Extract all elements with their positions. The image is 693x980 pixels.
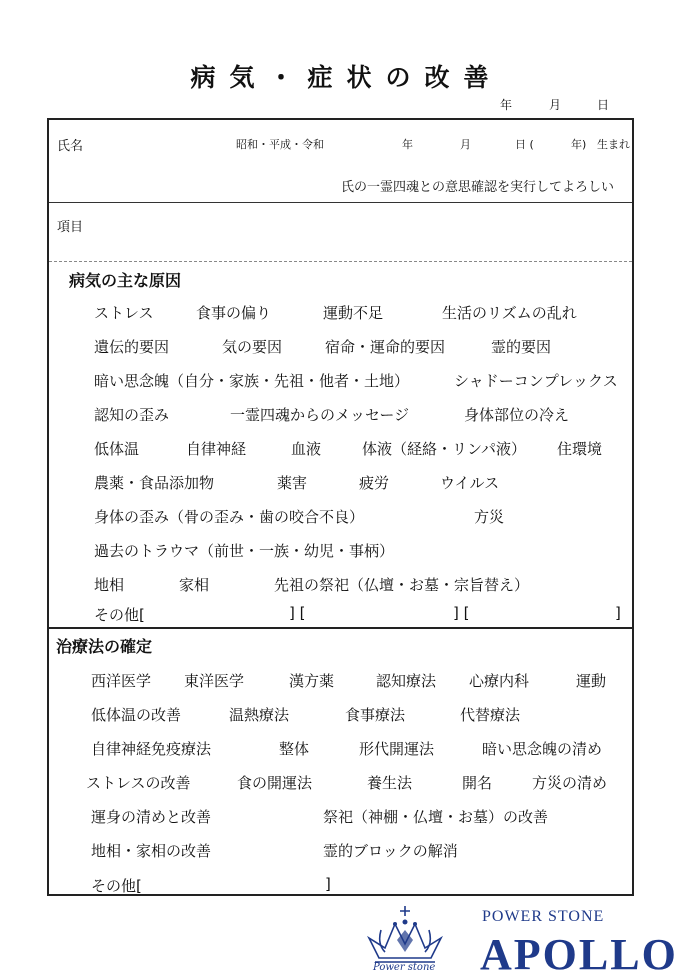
other-field-label: その他[ (94, 606, 145, 624)
treatment-item: 東洋医学 (184, 672, 245, 690)
treatment-item: 温熱療法 (229, 706, 290, 724)
cause-item: 認知の歪み (94, 406, 170, 424)
brand-tagline: POWER STONE (482, 908, 605, 925)
divider (49, 261, 632, 262)
cause-item: 霊的要因 (491, 338, 552, 356)
other-field-bracket: ] (325, 875, 331, 893)
cause-item: 農薬・食品添加物 (94, 474, 215, 492)
cause-item: シャドーコンプレックス (454, 372, 618, 390)
cause-item: 家相 (179, 576, 210, 594)
cause-item: 過去のトラウマ（前世・一族・幼児・事柄） (94, 542, 395, 560)
era-label: 昭和・平成・令和 (236, 138, 324, 151)
treatment-item: 養生法 (367, 774, 413, 792)
cause-item: 運動不足 (323, 304, 384, 322)
age-label: 年) (571, 138, 587, 151)
cause-item: 身体部位の冷え (464, 406, 570, 424)
treatment-item: 認知療法 (376, 672, 437, 690)
cause-item: 住環境 (557, 440, 603, 458)
born-label: 生まれ (597, 138, 630, 151)
birth-year-label: 年 (402, 138, 413, 151)
treatment-item: 低体温の改善 (91, 706, 182, 724)
cause-item: 血液 (291, 440, 322, 458)
cause-item: 疲労 (359, 474, 390, 492)
birth-day-label: 日 ( (515, 138, 534, 151)
cause-item: 自律神経 (186, 440, 247, 458)
treatment-item: 開名 (462, 774, 493, 792)
cause-item: 食事の偏り (196, 304, 272, 322)
form-box (47, 118, 634, 896)
divider (49, 202, 632, 203)
treatments-title: 治療法の確定 (56, 637, 153, 656)
treatment-item: 形代開運法 (359, 740, 435, 758)
treatment-item: 方災の清め (532, 774, 608, 792)
treatment-item: 暗い思念魄の清め (482, 740, 603, 758)
treatment-item: 自律神経免疫療法 (91, 740, 212, 758)
cause-item: 体液（経絡・リンパ液） (362, 440, 526, 458)
treatment-item: 運動 (576, 672, 607, 690)
treatment-item: 地相・家相の改善 (91, 842, 212, 860)
cause-item: 遺伝的要因 (94, 338, 170, 356)
treatment-item: 漢方薬 (289, 672, 335, 690)
confirm-text: 氏の一霊四魂との意思確認を実行してよろしい (341, 180, 615, 195)
date-day: 日 (597, 98, 610, 112)
treatment-item: 整体 (279, 740, 310, 758)
cause-item: ウイルス (440, 474, 500, 492)
treatment-item: 運身の清めと改善 (91, 808, 212, 826)
other-field-bracket: ] [ (453, 604, 470, 622)
other-field-bracket: ] [ (289, 604, 306, 622)
date-month: 月 (549, 98, 562, 112)
other-field-bracket: ] (615, 604, 621, 622)
cause-item: 先祖の祭祀（仏壇・お墓・宗旨替え） (274, 576, 530, 594)
cause-item: 身体の歪み（骨の歪み・歯の咬合不良） (94, 508, 365, 526)
treatment-item: 食の開運法 (237, 774, 313, 792)
treatment-item: 食事療法 (345, 706, 406, 724)
page-title: 病気・症状の改善 (190, 63, 503, 92)
cause-item: 気の要因 (222, 338, 283, 356)
treatment-item: 祭祀（神棚・仏壇・お墓）の改善 (323, 808, 549, 826)
cause-item: 暗い思念魄（自分・家族・先祖・他者・土地） (94, 372, 410, 390)
causes-title: 病気の主な原因 (69, 271, 182, 290)
cause-item: 薬害 (277, 474, 308, 492)
treatment-item: 心療内科 (469, 672, 530, 690)
cause-item: 地相 (94, 576, 125, 594)
item-label: 項目 (57, 220, 84, 235)
date-year: 年 (500, 98, 513, 112)
name-label: 氏名 (57, 139, 84, 154)
cause-item: ストレス (94, 304, 154, 322)
treatment-item: 霊的ブロックの解消 (323, 842, 458, 860)
cause-item: 方災 (474, 508, 505, 526)
section-divider (49, 627, 632, 629)
cause-item: 生活のリズムの乱れ (442, 304, 577, 322)
brand-logo (355, 900, 678, 980)
treatment-item: ストレスの改善 (86, 774, 191, 792)
brand-name: APOLLO (480, 930, 678, 979)
birth-month-label: 月 (460, 138, 471, 151)
cause-item: 低体温 (94, 440, 140, 458)
crown-caption: Power stone (373, 962, 436, 973)
treatment-item: 代替療法 (460, 706, 521, 724)
cause-item: 一霊四魂からのメッセージ (230, 406, 410, 424)
treatment-item: 西洋医学 (91, 672, 152, 690)
cause-item: 宿命・運命的要因 (325, 338, 446, 356)
other-field-label: その他[ (91, 877, 142, 895)
